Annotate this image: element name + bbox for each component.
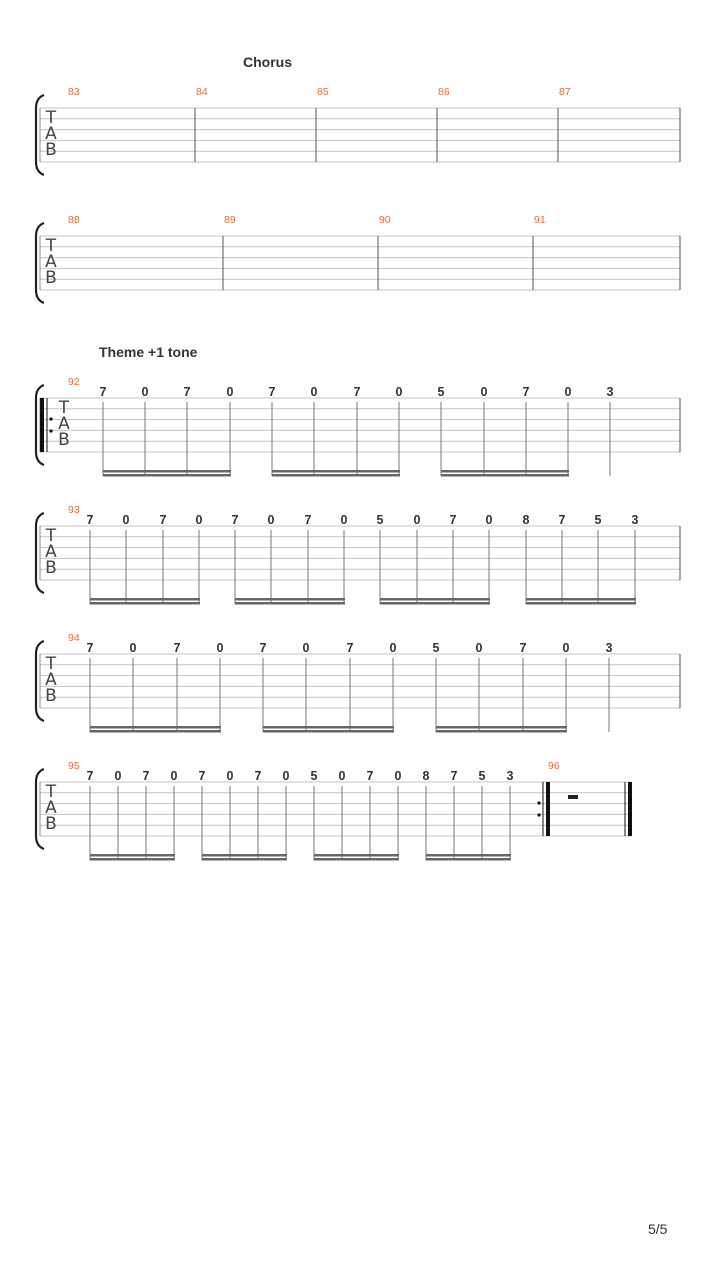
measure-number: 95: [68, 760, 80, 772]
system-4: [36, 504, 680, 605]
beam: [103, 474, 231, 477]
fret-number: 7: [304, 513, 312, 527]
fret-number: 3: [606, 385, 614, 399]
tab-clef-letter: B: [45, 140, 57, 160]
beam: [90, 854, 175, 857]
fret-number: 0: [480, 385, 488, 399]
measure-number: 86: [438, 86, 450, 98]
beam: [90, 602, 200, 605]
fret-number: 7: [449, 513, 457, 527]
system-1: [36, 86, 680, 175]
beam: [526, 602, 636, 605]
beam: [436, 726, 567, 729]
fret-number: 7: [450, 769, 458, 783]
fret-number: 0: [216, 641, 224, 655]
fret-number: 7: [268, 385, 276, 399]
beam: [426, 854, 511, 857]
fret-number: 0: [413, 513, 421, 527]
tab-clef-letter: A: [58, 414, 70, 434]
fret-number: 5: [432, 641, 440, 655]
measure-number: 87: [559, 86, 571, 98]
beam: [441, 474, 569, 477]
fret-number: 7: [159, 513, 167, 527]
section-label-theme: Theme +1 tone: [99, 344, 198, 360]
beam: [426, 858, 511, 861]
fret-number: 5: [310, 769, 318, 783]
beam: [202, 858, 287, 861]
beam: [202, 854, 287, 857]
system-2: [36, 214, 680, 303]
measure-number: 93: [68, 504, 80, 516]
fret-number: 3: [605, 641, 613, 655]
fret-number: 5: [478, 769, 486, 783]
section-label-chorus: Chorus: [243, 54, 292, 70]
beam: [380, 598, 490, 601]
tab-clef-letter: A: [45, 542, 57, 562]
beam: [90, 598, 200, 601]
fret-number: 7: [353, 385, 361, 399]
fret-number: 0: [340, 513, 348, 527]
fret-number: 0: [394, 769, 402, 783]
fret-number: 0: [564, 385, 572, 399]
fret-number: 7: [558, 513, 566, 527]
beam: [272, 474, 400, 477]
repeat-dot: [49, 429, 52, 432]
tab-clef-letter: T: [45, 654, 57, 674]
fret-number: 7: [99, 385, 107, 399]
fret-number: 0: [141, 385, 149, 399]
system-3: [36, 376, 680, 477]
fret-number: 3: [506, 769, 514, 783]
tab-clef-letter: T: [45, 236, 57, 256]
beam: [441, 470, 569, 473]
staff-lines: [40, 526, 680, 580]
fret-number: 0: [475, 641, 483, 655]
tab-clef-letter: B: [45, 268, 57, 288]
beam: [263, 730, 394, 733]
fret-number: 7: [259, 641, 267, 655]
fret-number: 7: [519, 641, 527, 655]
system-6: [36, 760, 632, 861]
fret-number: 7: [346, 641, 354, 655]
fret-number: 7: [231, 513, 239, 527]
measure-number: 92: [68, 376, 80, 388]
tab-clef-letter: A: [45, 252, 57, 272]
tab-clef-letter: A: [45, 798, 57, 818]
beam: [272, 470, 400, 473]
fret-number: 7: [86, 513, 94, 527]
tab-clef-letter: B: [45, 686, 57, 706]
tab-clef-letter: T: [58, 398, 70, 418]
staff-lines: [40, 108, 680, 162]
staff-lines: [40, 236, 680, 290]
beam: [436, 730, 567, 733]
measure-number: 88: [68, 214, 80, 226]
fret-number: 7: [142, 769, 150, 783]
tab-clef-letter: T: [45, 526, 57, 546]
fret-number: 0: [338, 769, 346, 783]
fret-number: 0: [485, 513, 493, 527]
staff-lines: [40, 398, 680, 452]
measure-number: 90: [379, 214, 391, 226]
tab-clef-letter: B: [45, 814, 57, 834]
fret-number: 0: [129, 641, 137, 655]
repeat-end-thick-bar: [546, 782, 550, 836]
fret-number: 0: [267, 513, 275, 527]
repeat-dot: [537, 801, 540, 804]
fret-number: 0: [310, 385, 318, 399]
final-thick-bar: [628, 782, 632, 836]
beam: [103, 470, 231, 473]
repeat-dot: [49, 417, 52, 420]
fret-number: 8: [522, 513, 530, 527]
fret-number: 0: [226, 769, 234, 783]
beam: [90, 730, 221, 733]
fret-number: 0: [170, 769, 178, 783]
beam: [314, 858, 399, 861]
fret-number: 7: [366, 769, 374, 783]
repeat-start-thick-bar: [40, 398, 44, 452]
measure-number: 83: [68, 86, 80, 98]
tab-clef-letter: B: [58, 430, 70, 450]
tab-clef-letter: T: [45, 108, 57, 128]
fret-number: 5: [594, 513, 602, 527]
measure-number: 91: [534, 214, 546, 226]
fret-number: 8: [422, 769, 430, 783]
repeat-dot: [537, 813, 540, 816]
tab-clef-letter: T: [45, 782, 57, 802]
tab-clef-letter: B: [45, 558, 57, 578]
fret-number: 0: [282, 769, 290, 783]
staff-lines: [40, 782, 630, 836]
system-5: [36, 632, 680, 733]
staff-lines: [40, 654, 680, 708]
fret-number: 7: [173, 641, 181, 655]
fret-number: 7: [254, 769, 262, 783]
measure-number: 89: [224, 214, 236, 226]
beam: [235, 598, 345, 601]
fret-number: 7: [86, 641, 94, 655]
beam: [90, 858, 175, 861]
fret-number: 0: [122, 513, 130, 527]
fret-number: 7: [198, 769, 206, 783]
measure-number: 96: [548, 760, 560, 772]
beam: [90, 726, 221, 729]
fret-number: 7: [183, 385, 191, 399]
half-rest-icon: [568, 795, 578, 799]
fret-number: 0: [302, 641, 310, 655]
fret-number: 0: [395, 385, 403, 399]
beam: [263, 726, 394, 729]
fret-number: 0: [389, 641, 397, 655]
fret-number: 0: [562, 641, 570, 655]
beam: [235, 602, 345, 605]
tab-clef-letter: A: [45, 124, 57, 144]
fret-number: 5: [437, 385, 445, 399]
beam: [380, 602, 490, 605]
fret-number: 7: [522, 385, 530, 399]
fret-number: 3: [631, 513, 639, 527]
fret-number: 0: [195, 513, 203, 527]
beam: [314, 854, 399, 857]
measure-number: 85: [317, 86, 329, 98]
page-number: 5/5: [648, 1221, 668, 1237]
fret-number: 0: [226, 385, 234, 399]
measure-number: 94: [68, 632, 80, 644]
measure-number: 84: [196, 86, 208, 98]
fret-number: 5: [376, 513, 384, 527]
fret-number: 0: [114, 769, 122, 783]
tab-clef-letter: A: [45, 670, 57, 690]
beam: [526, 598, 636, 601]
fret-number: 7: [86, 769, 94, 783]
